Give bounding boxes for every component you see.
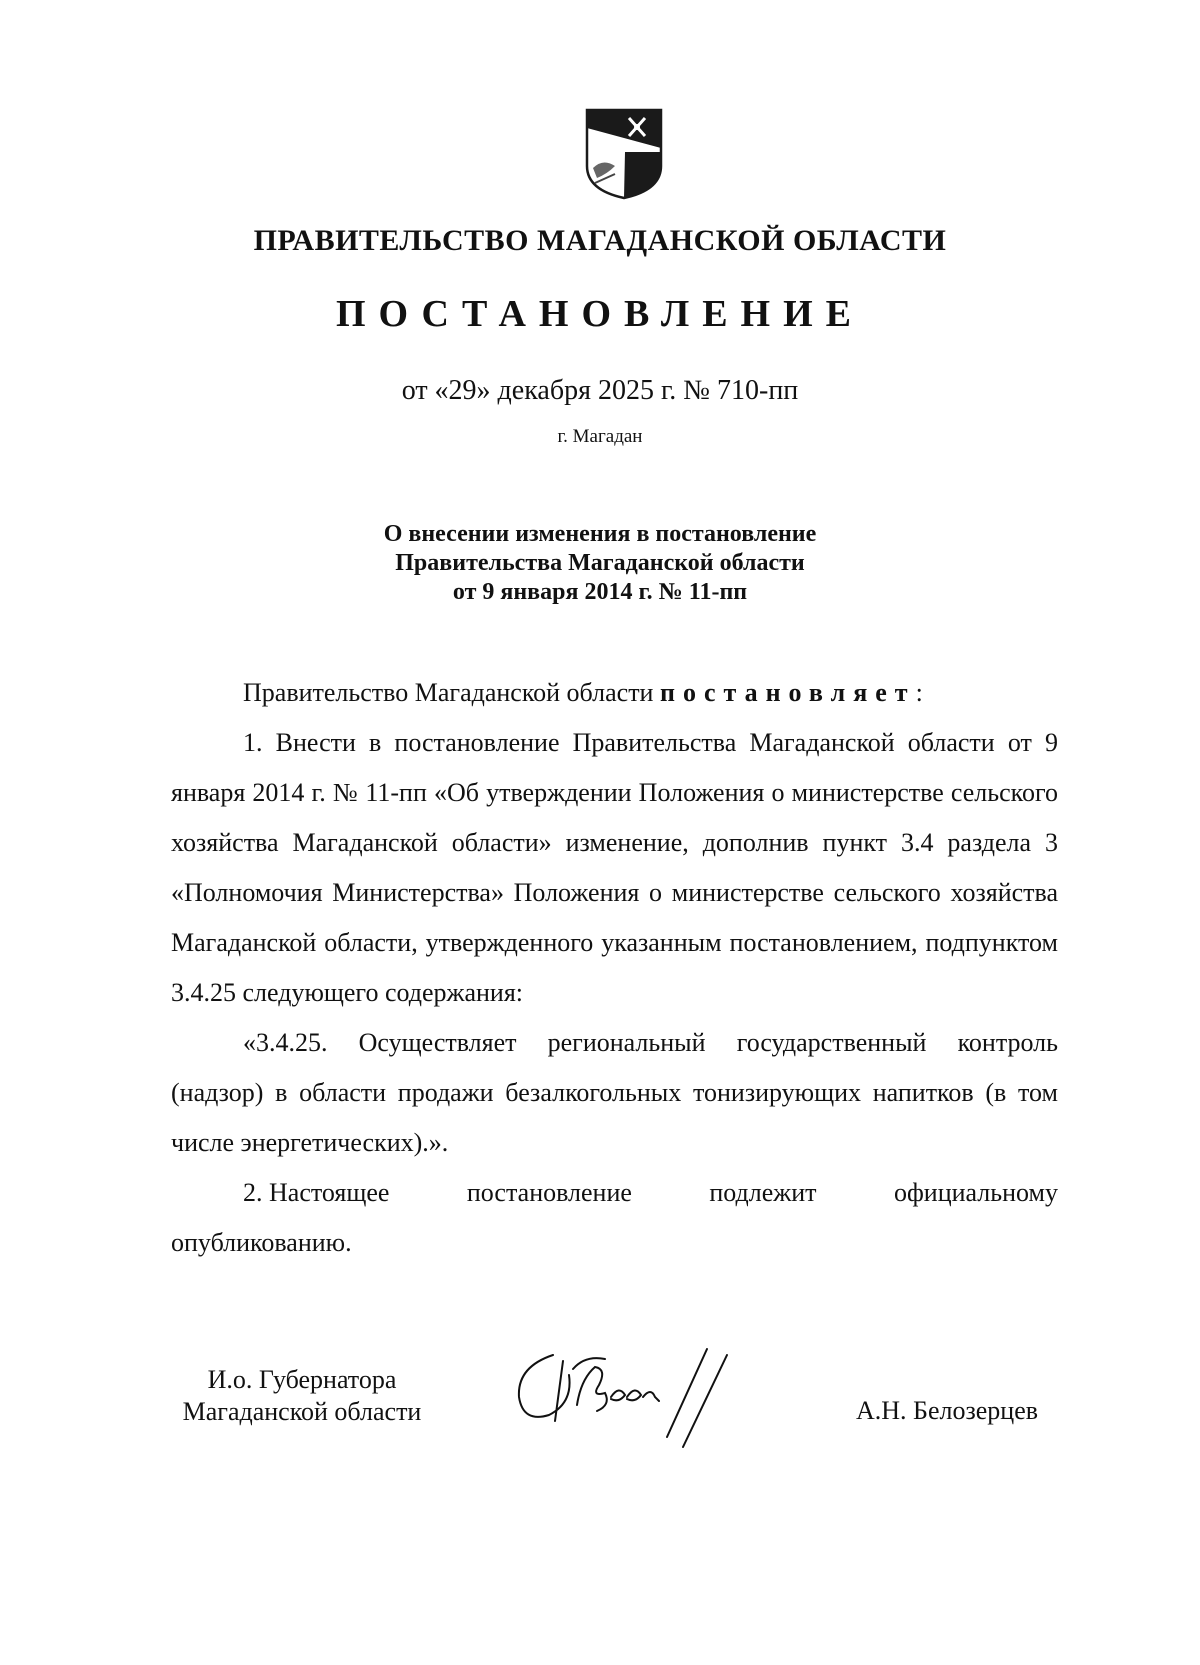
item-2-paragraph: [171, 1168, 1058, 1268]
subject-line: Правительства Магаданской области: [395, 550, 805, 576]
signatory-position-line: И.о. Губернатора: [207, 1365, 397, 1394]
item-2-first-line: [171, 1168, 1058, 1218]
item-1-paragraph: 1. Внести в постановление Правительства Магаданской области от 9 января 2014 г. № 11-пп «Об утверждении Положения о министерстве сельского хозяйства Магаданской области» изменение, дополнив пункт 3.4 раздела 3 «Полномочия Министерства» Положения о министерстве сельского хозяйства Магаданской области, утвержденного указанным постановлением, подпунктом 3.4.25 следующего содержания:: [171, 728, 1058, 1007]
coat-of-arms-icon: [585, 108, 663, 200]
item-2-word: подлежит: [709, 1178, 817, 1207]
signatory-name: А.Н. Белозерцев: [856, 1396, 1039, 1425]
item-2-word: официальному: [893, 1178, 1058, 1207]
item-2-end: опубликованию.: [171, 1228, 352, 1257]
preamble-paragraph: [171, 668, 1058, 718]
document-subject: [0, 520, 1200, 607]
subject-line: О внесении изменения в постановление: [383, 521, 817, 547]
handwritten-signature: [515, 1345, 765, 1450]
preamble-keyword: постановляет: [659, 678, 916, 707]
document-city: г. Магадан: [557, 426, 643, 447]
subject-line: от 9 января 2014 г. № 11-пп: [452, 579, 748, 605]
signatory-position: [172, 1364, 432, 1428]
document-type: ПОСТАНОВЛЕНИЕ: [335, 293, 865, 335]
quote-paragraph: «3.4.25. Осуществляет региональный государственный контроль (надзор) в области продажи безалкогольных тонизирующих напитков (в том числе энергетических).».: [171, 1028, 1058, 1157]
government-title: ПРАВИТЕЛЬСТВО МАГАДАНСКОЙ ОБЛАСТИ: [253, 224, 947, 257]
document-date-number: от «29» декабря 2025 г. № 710-пп: [401, 375, 799, 406]
item-2-word: 2. Настоящее: [243, 1178, 390, 1207]
signatory-position-line: Магаданской области: [182, 1397, 422, 1426]
item-2-word: постановление: [466, 1178, 632, 1207]
document-body: [171, 668, 1058, 1268]
preamble-text: Правительство Магаданской области: [243, 678, 660, 707]
preamble-colon: :: [915, 678, 923, 707]
